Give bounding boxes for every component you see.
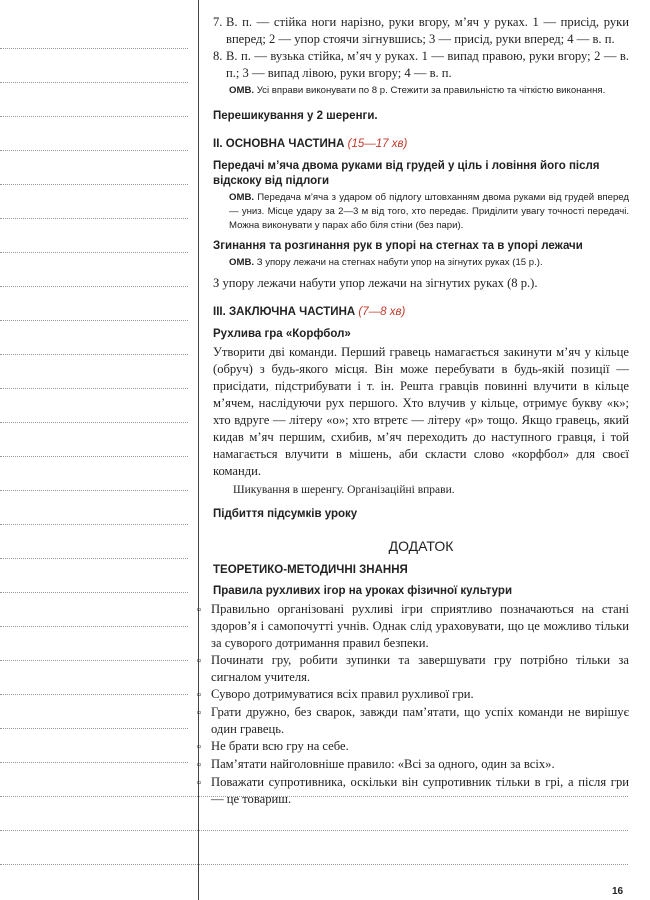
square-bullet-icon: ▫ <box>197 689 201 701</box>
exercise-item <box>213 14 629 48</box>
square-bullet-icon: ▫ <box>197 741 201 753</box>
method-note-label: ОМВ. <box>229 85 255 96</box>
note-line <box>0 82 188 83</box>
note-line <box>0 48 188 49</box>
footer-note-line <box>0 864 628 865</box>
note-line <box>0 592 188 593</box>
note-line <box>0 626 188 627</box>
list-item <box>197 774 629 808</box>
exercise-title: Згинання та розгинання рук в упорі на стегнах та в упорі лежачи <box>213 240 583 252</box>
game-title: Рухлива гра «Корфбол» <box>213 328 351 340</box>
note-line <box>0 218 188 219</box>
section-time: (15—17 хв) <box>347 138 408 150</box>
note-line <box>0 524 188 525</box>
method-note <box>213 84 629 98</box>
note-line <box>0 116 188 117</box>
exercise-title: Передачі м’яча двома руками від грудей у ціль і ловіння його після відскоку від підлоги <box>213 160 600 187</box>
note-line <box>0 252 188 253</box>
method-note-text: З упору лежачи на стегнах набути упор на зігнутих руках (15 р.). <box>256 257 543 268</box>
closing-note: Шикування в шеренгу. Організаційні вправи. <box>233 484 455 496</box>
rule-text: Пам’ятати найголовніше правило: «Всі за одного, один за всіх». <box>211 757 555 771</box>
list-item <box>197 686 629 704</box>
exercise-item <box>213 48 629 82</box>
square-bullet-icon: ▫ <box>197 759 201 771</box>
method-note-text: Усі вправи виконувати по 8 р. Стежити за правильністю та чіткістю виконання. <box>256 85 606 96</box>
notes-margin <box>0 0 199 900</box>
note-line <box>0 456 188 457</box>
method-note <box>213 256 629 270</box>
note-line <box>0 286 188 287</box>
list-item <box>197 601 629 652</box>
section-heading-final <box>213 304 629 321</box>
note-line <box>0 388 188 389</box>
exercise-text: В. п. — вузька стійка, м’яч у руках. 1 — випад правою, руки вгору; 2 — в. п.; 3 — випад лівою, руки вгору; 4 — в. п. <box>226 49 629 80</box>
game-description: Утворити дві команди. Перший гравець намагається закинути м’яч у кільце (обруч) з будь-якого місця. Він може перебувати в будь-якій позиції — присідати, підстрибувати і т. ін. Решта гравців повинні влучити в кільце м’ячем, наслідуючи рух першого. Хто влучив у кільце, отримує букву «к»; хто вдруге — літеру «о»; хто втретє — літеру «р» тощо. Якщо гравець, який кидав м’яч першим, схибив, м’яч переходить до наступного гравця, і той намагається влучити в мішень, аби скласти слово «корфбол» для своєї команди. <box>213 345 629 478</box>
rules-list <box>197 601 629 808</box>
exercise-line: З упору лежачи набути упор лежачи на зігнутих руках (8 р.). <box>213 276 538 290</box>
note-line <box>0 490 188 491</box>
section-heading-main <box>213 136 629 153</box>
note-line <box>0 728 188 729</box>
note-line <box>0 558 188 559</box>
rebuild-instruction: Перешикування у 2 шеренги. <box>213 110 378 122</box>
addendum-title: ДОДАТОК <box>388 538 454 554</box>
lesson-summary: Підбиття підсумків уроку <box>213 508 358 520</box>
footer-note-line <box>0 830 628 831</box>
exercise-number: 8. <box>213 49 223 63</box>
method-note-label: ОМВ. <box>229 257 255 268</box>
method-note-label: ОМВ. <box>229 192 255 203</box>
page-number: 16 <box>612 886 624 897</box>
note-line <box>0 150 188 151</box>
rule-text: Правильно організовані рухливі ігри сприятливо позначаються на стані здоров’я і самопочутті учнів. Однак слід ураховувати, що це можливо тільки за суворого дотримання правил безпеки. <box>211 602 629 650</box>
rule-text: Поважати супротивника, оскільки він супротивник тільки в грі, а після гри — це товариш. <box>211 775 629 806</box>
note-line <box>0 422 188 423</box>
note-line <box>0 184 188 185</box>
rule-text: Суворо дотримуватися всіх правил рухливої гри. <box>211 687 474 701</box>
note-line <box>0 694 188 695</box>
theory-title: ТЕОРЕТИКО-МЕТОДИЧНІ ЗНАННЯ <box>213 564 408 576</box>
list-item <box>197 652 629 686</box>
section-time: (7—8 хв) <box>358 306 406 318</box>
section-title: ІІІ. ЗАКЛЮЧНА ЧАСТИНА <box>213 306 356 318</box>
exercise-number: 7. <box>213 15 223 29</box>
note-line <box>0 354 188 355</box>
square-bullet-icon: ▫ <box>197 655 201 667</box>
note-line <box>0 320 188 321</box>
section-title: ІІ. ОСНОВНА ЧАСТИНА <box>213 138 345 150</box>
exercise-text: В. п. — стійка ноги нарізно, руки вгору, м’яч у руках. 1 — присід, руки вперед; 2 — упор стоячи зігнувшись; 3 — присід, руки вперед; 4 — в. п. <box>226 15 629 46</box>
rule-text: Починати гру, робити зупинки та завершувати гру потрібно тільки за сигналом учителя. <box>211 653 629 684</box>
note-line <box>0 660 188 661</box>
list-item <box>197 738 629 756</box>
list-item <box>197 704 629 738</box>
lesson-content <box>197 14 630 808</box>
rule-text: Грати дружно, без сварок, завжди пам’ятати, що успіх команди не вирішує один гравець. <box>211 705 629 736</box>
method-note <box>213 191 629 233</box>
rule-text: Не брати всю гру на себе. <box>211 739 349 753</box>
rules-title: Правила рухливих ігор на уроках фізичної культури <box>213 585 513 597</box>
square-bullet-icon: ▫ <box>197 604 201 616</box>
method-note-text: Передача м’яча з ударом об підлогу штовханням двома руками від грудей вперед — униз. Місце удару за 2—3 м від того, хто передає. Приділити увагу точності передачі. Можна виконувати у парах або біля стіни (без пари). <box>229 192 630 231</box>
square-bullet-icon: ▫ <box>197 777 201 789</box>
square-bullet-icon: ▫ <box>197 707 201 719</box>
list-item <box>197 756 629 774</box>
note-line <box>0 762 188 763</box>
